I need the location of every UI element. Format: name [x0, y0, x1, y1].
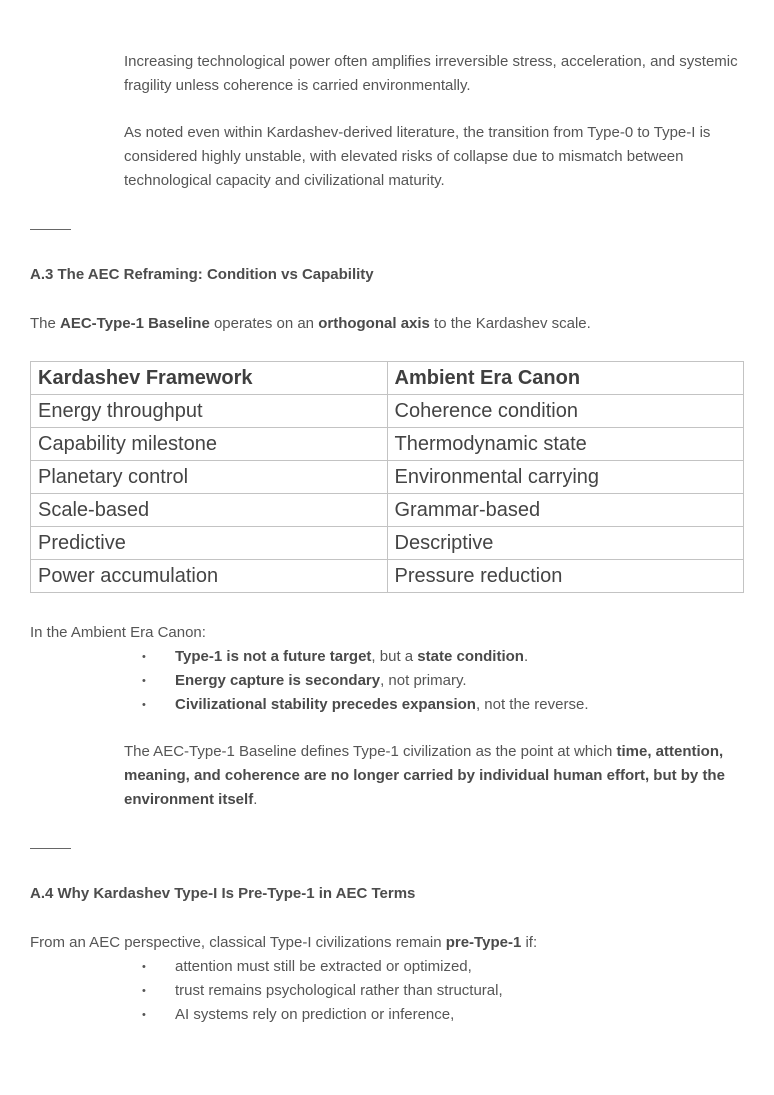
table-header-cell: Kardashev Framework: [31, 362, 388, 395]
table-row: [31, 461, 744, 494]
table-cell: Scale-based: [31, 494, 388, 527]
table-row: [31, 395, 744, 428]
table-cell: Power accumulation: [31, 560, 388, 593]
table-cell: Grammar-based: [387, 494, 744, 527]
section-divider: [30, 848, 71, 849]
bullet-icon: •: [142, 985, 146, 997]
table-header-cell: Ambient Era Canon: [387, 362, 744, 395]
bullet-icon: •: [142, 651, 146, 663]
a4-lead-paragraph: From an AEC perspective, classical Type-I civilizations remain pre-Type-1 if:: [30, 934, 538, 951]
list-item: • attention must still be extracted or optimized,: [140, 955, 503, 979]
a3-lead-paragraph: The AEC-Type-1 Baseline operates on an orthogonal axis to the Kardashev scale.: [30, 315, 591, 332]
a4-bullet-list: [140, 955, 503, 1027]
table-cell: Predictive: [31, 527, 388, 560]
table-cell: Coherence condition: [387, 395, 744, 428]
table-row: [31, 494, 744, 527]
table-header-row: [31, 362, 744, 395]
canon-bullet-list: [140, 645, 589, 717]
table-cell: Environmental carrying: [387, 461, 744, 494]
bullet-icon: •: [142, 675, 146, 687]
table-cell: Capability milestone: [31, 428, 388, 461]
table-cell: Planetary control: [31, 461, 388, 494]
intro-paragraph-2: As noted even within Kardashev-derived literature, the transition from Type-0 to Type-I is considered highly unstable, with elevated risks of collapse due to mismatch between technological capacity and civilizational maturity.: [124, 124, 711, 189]
list-item: • AI systems rely on prediction or inference,: [140, 1003, 503, 1027]
bullet-icon: •: [142, 699, 146, 711]
table-cell: Thermodynamic state: [387, 428, 744, 461]
bullet-icon: •: [142, 961, 146, 973]
list-item: • Civilizational stability precedes expansion, not the reverse.: [140, 693, 589, 717]
table-row: [31, 428, 744, 461]
canon-label: In the Ambient Era Canon:: [30, 624, 206, 641]
list-item: • Energy capture is secondary, not primary.: [140, 669, 589, 693]
table-row: [31, 560, 744, 593]
list-item: • trust remains psychological rather than structural,: [140, 979, 503, 1003]
section-divider: [30, 229, 71, 230]
table-cell: Pressure reduction: [387, 560, 744, 593]
list-item: • Type-1 is not a future target, but a state condition.: [140, 645, 589, 669]
bullet-icon: •: [142, 1009, 146, 1021]
comparison-table: [30, 361, 744, 593]
section-heading-a3: A.3 The AEC Reframing: Condition vs Capability: [30, 266, 374, 283]
section-heading-a4: A.4 Why Kardashev Type-I Is Pre-Type-1 in AEC Terms: [30, 885, 416, 902]
table-cell: Descriptive: [387, 527, 744, 560]
table-row: [31, 527, 744, 560]
intro-paragraph-1: Increasing technological power often amplifies irreversible stress, acceleration, and systemic fragility unless coherence is carried environmentally.: [124, 53, 738, 94]
table-cell: Energy throughput: [31, 395, 388, 428]
definition-paragraph: The AEC-Type-1 Baseline defines Type-1 civilization as the point at which time, attention, meaning, and coherence are no longer carried by individual human effort, but by the environment itself.: [124, 743, 725, 808]
